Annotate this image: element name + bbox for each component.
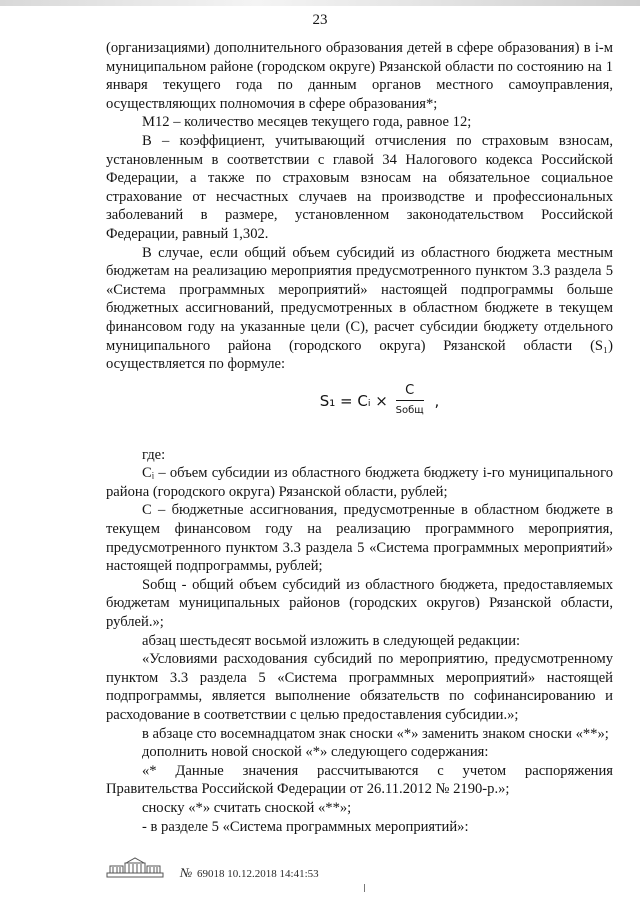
amendment-footnote-rename: сноску «*» считать сноской «**»; xyxy=(142,799,352,816)
government-building-icon xyxy=(106,856,164,878)
amendment-conditions-quote: «Условиями расходования субсидий по мероприятию, предусмотренному пунктом 3.3 раздела 5 «Система программных мероприятий» настоящей подпрограммы, является выполнение обязательств по софинансированию и расходование в соответствии с целью предоставления субсидии.»; xyxy=(106,651,613,723)
formula-numerator: C xyxy=(396,382,424,402)
registration-number-datetime: 69018 10.12.2018 14:41:53 xyxy=(197,868,319,880)
document-body xyxy=(106,39,613,836)
number-sign: № xyxy=(180,865,193,880)
registration-footer xyxy=(106,856,506,892)
registration-stamp xyxy=(180,865,319,881)
definition-s-total: Sобщ - общий объем субсидий из областного бюджета, предоставляемых бюджетам муниципальных районов (городских округов) Рязанской области, рублей.»; xyxy=(106,576,613,631)
where-label: где: xyxy=(142,446,166,463)
amendment-footnote-replace: в абзаце сто восемнадцатом знак сноски «*» заменить знаком сноски «**»; xyxy=(142,725,609,742)
page-number: 23 xyxy=(312,12,328,28)
definition-ci: Сᵢ – объем субсидии из областного бюджета бюджету i-го муниципального района (городского округа) Рязанской области, рублей; xyxy=(106,465,613,500)
amendment-footnote-text: «* Данные значения рассчитываются с учетом распоряжения Правительства Российской Федерации от 26.11.2012 № 2190-р.»; xyxy=(106,762,613,798)
subsidy-formula xyxy=(146,382,613,434)
amendment-add-footnote: дополнить новой сноской «*» следующего содержания: xyxy=(142,744,489,761)
paragraph-m12: М12 – количество месяцев текущего года, равное 12; xyxy=(142,114,472,131)
formula-fraction xyxy=(396,382,424,421)
amendment-paragraph-68: абзац шестьдесят восьмой изложить в следующей редакции: xyxy=(142,632,521,649)
scan-top-edge xyxy=(0,0,640,6)
paragraph-coefficient-b: В – коэффициент, учитывающий отчисления по страховым взносам, установленным в соответствии с главой 34 Налогового кодекса Российской Федерации, а также по страховым взносам на обязательное социальное страхование от несчастных случаев на производстве и профессиональных заболеваний в размере, установленном законодательством Российской Федерации, равный 1,302. xyxy=(106,132,613,242)
paragraph-subsidy-case: В случае, если общий объем субсидий из областного бюджета местным бюджетам на реализацию мероприятия предусмотренного пунктом 3.3 раздела 5 «Система программных мероприятий» настоящей подпрограммы больше бюджетных ассигнований, предусмотренных в областном бюджете в текущем финансовом году на указанные цели (С), расчет субсидии бюджету отдельного муниципального района (городского округа) Рязанской области (S₁) осуществляется по формуле: xyxy=(106,244,613,373)
formula-denominator: Sобщ xyxy=(395,405,424,417)
paragraph-continuation: (организациями) дополнительного образования детей в сфере образования) в i-м муниципальном районе (городском округе) Рязанской области по состоянию на 1 января текущего года по данным органов местного самоуправления, осуществляющих полномочия в сфере образования*; xyxy=(106,40,613,112)
definition-c: С – бюджетные ассигнования, предусмотренные в областном бюджете в текущем финансовом году на реализацию программного мероприятия, предусмотренного пунктом 3.3 раздела 5 «Система программных мероприятий» настоящей подпрограммы, рублей; xyxy=(106,502,613,575)
formula-trailing: , xyxy=(434,391,440,410)
amendment-section-5: - в разделе 5 «Система программных мероприятий»: xyxy=(142,818,469,835)
formula-lhs: S₁ = Cᵢ × xyxy=(319,391,388,410)
scan-mark xyxy=(364,884,365,892)
